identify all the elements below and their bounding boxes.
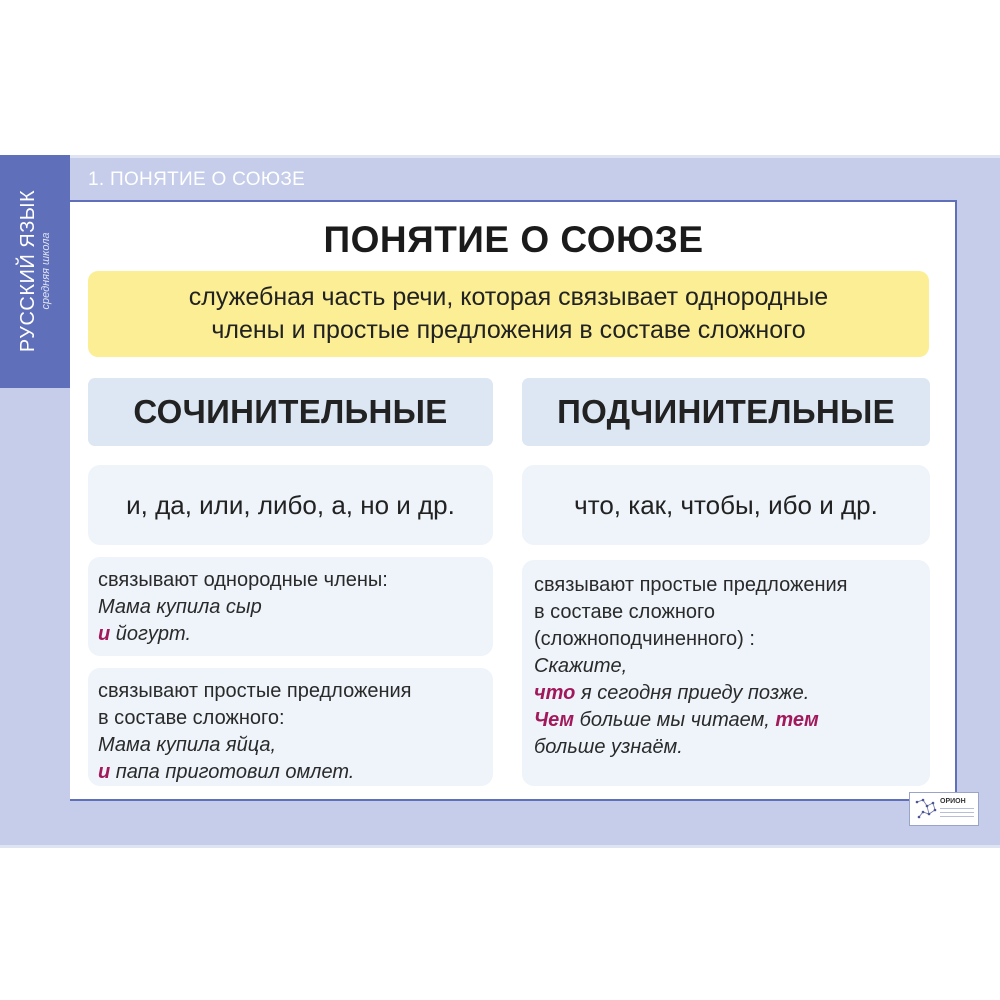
subordinating-header: ПОДЧИНИТЕЛЬНЫЕ [522, 378, 930, 446]
coordinating-sentences-label-1: связывают простые предложения [98, 680, 412, 702]
coordinating-sentences-label-2: в составе сложного: [98, 707, 285, 729]
publisher-logo [909, 792, 979, 826]
logo-fine-print [940, 808, 974, 820]
highlight-conjunction: и [98, 761, 111, 783]
frame-top-strip [0, 155, 1000, 158]
coordinating-header: СОЧИНИТЕЛЬНЫЕ [88, 378, 493, 446]
coordinating-members-example-1: Мама купила сыр [98, 596, 262, 618]
definition-line-2: члены и простые предложения в составе сложного [211, 316, 806, 344]
coordinating-sentences-box [88, 668, 493, 786]
side-tab [0, 155, 70, 388]
example-text: папа приготовил омлет. [110, 761, 355, 783]
subordinating-example-2 [534, 680, 930, 707]
subordinating-conjunctions-box [522, 465, 930, 545]
coordinating-sentences-example-2 [98, 759, 493, 786]
coordinating-conjunctions-box [88, 465, 493, 545]
example-text: больше мы читаем, [574, 709, 776, 731]
subject-subtitle: средняя школа [40, 232, 52, 310]
poster-frame [0, 155, 1000, 848]
coordinating-members-label: связывают однородные члены: [98, 569, 388, 591]
subordinating-label-3: (сложноподчиненного) : [534, 628, 755, 650]
highlight-conjunction: тем [775, 709, 819, 731]
constellation-icon [913, 796, 939, 822]
page-title: ПОНЯТИЕ О СОЮЗЕ [323, 219, 704, 260]
publisher-name: ОРИОН [940, 798, 966, 805]
highlight-conjunction: что [534, 682, 576, 704]
coordinating-conjunctions: и, да, или, либо, а, но и др. [126, 490, 455, 520]
coordinating-members-box [88, 557, 493, 656]
subordinating-example-4: больше узнаём. [534, 736, 683, 758]
side-tab-text [17, 190, 53, 352]
definition-box [88, 271, 929, 357]
subordinating-sentences-box [522, 560, 930, 786]
example-text: йогурт. [110, 623, 191, 645]
coordinating-sentences-example-1: Мама купила яйца, [98, 734, 277, 756]
coordinating-members-example-2 [98, 621, 493, 648]
subordinating-example-3 [534, 707, 930, 734]
highlight-conjunction: Чем [534, 709, 575, 731]
section-label: 1. ПОНЯТИЕ О СОЮЗЕ [88, 169, 306, 190]
content-panel [70, 200, 966, 805]
subordinating-conjunctions: что, как, чтобы, ибо и др. [574, 490, 878, 520]
subject-title: РУССКИЙ ЯЗЫК [17, 189, 39, 353]
highlight-conjunction: и [98, 623, 111, 645]
definition-line-1: служебная часть речи, которая связывает однородные [188, 283, 829, 311]
subordinating-example-1: Скажите, [534, 655, 628, 677]
subordinating-label-1: связывают простые предложения [534, 574, 848, 596]
frame-bottom-strip [0, 845, 1000, 848]
subordinating-label-2: в составе сложного [534, 601, 715, 623]
example-text: я сегодня приеду позже. [575, 682, 810, 704]
